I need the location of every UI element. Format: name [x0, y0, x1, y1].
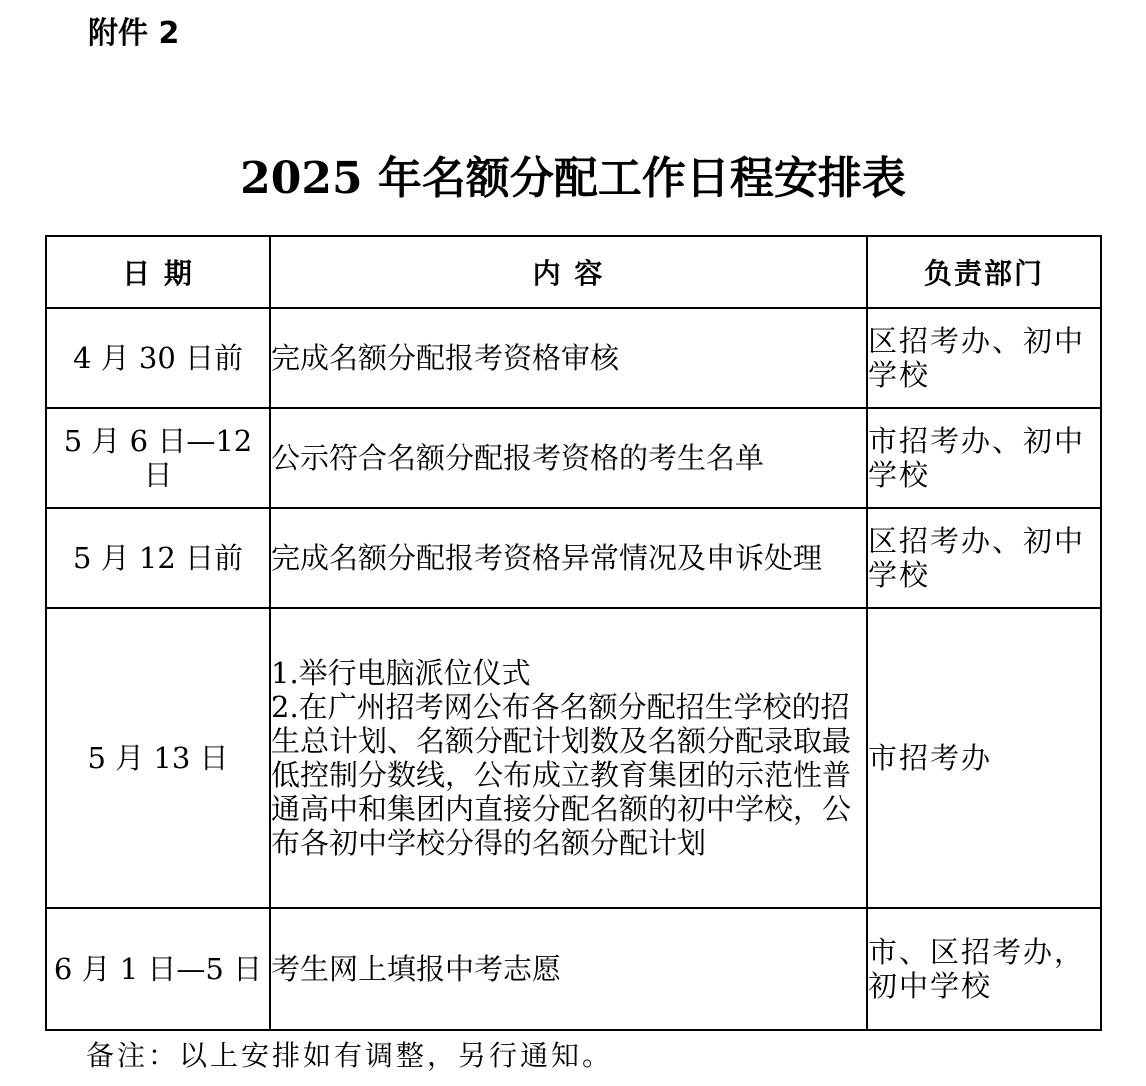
schedule-table [45, 235, 1102, 1031]
content-line: 公示符合名额分配报考资格的考生名单 [271, 441, 765, 475]
row-date: 5 月 6 日—12 日 [46, 408, 270, 508]
header-content: 内 容 [270, 236, 867, 308]
content-line: 考生网上填报中考志愿 [271, 952, 562, 986]
page-title: 2025 年名额分配工作日程安排表 [240, 153, 906, 204]
row-dept: 市、区招考办，初中学校 [867, 908, 1101, 1030]
attachment-label: 附件 2 [88, 16, 180, 51]
row-date: 4 月 30 日前 [46, 308, 270, 408]
table-row [46, 408, 1101, 508]
row-content [270, 508, 867, 608]
row-date: 5 月 13 日 [46, 608, 270, 908]
table-row [46, 908, 1101, 1030]
row-dept: 市招考办、初中学校 [867, 408, 1101, 508]
row-content [270, 308, 867, 408]
table-row [46, 608, 1101, 908]
table-row [46, 508, 1101, 608]
row-content [270, 608, 867, 908]
footnote: 备注：以上安排如有调整，另行通知。 [86, 1039, 614, 1072]
row-dept: 区招考办、初中学校 [867, 508, 1101, 608]
header-date: 日 期 [46, 236, 270, 308]
content-line: 完成名额分配报考资格异常情况及申诉处理 [271, 541, 823, 575]
header-dept: 负责部门 [867, 236, 1101, 308]
table-row [46, 308, 1101, 408]
content-line: 1.举行电脑派位仪式 [271, 656, 531, 690]
row-date: 6 月 1 日—5 日 [46, 908, 270, 1030]
content-line: 2.在广州招考网公布各名额分配招生学校的招生总计划、名额分配计划数及名额分配录取最低控制分数线，公布成立教育集团的示范性普通高中和集团内直接分配名额的初中学校，公布各初中学校分得的名额分配计划 [271, 690, 852, 860]
content-line: 完成名额分配报考资格审核 [271, 341, 620, 375]
row-date: 5 月 12 日前 [46, 508, 270, 608]
row-content [270, 408, 867, 508]
table-header-row [46, 236, 1101, 308]
row-dept: 区招考办、初中学校 [867, 308, 1101, 408]
row-content [270, 908, 867, 1030]
row-dept: 市招考办 [867, 608, 1101, 908]
